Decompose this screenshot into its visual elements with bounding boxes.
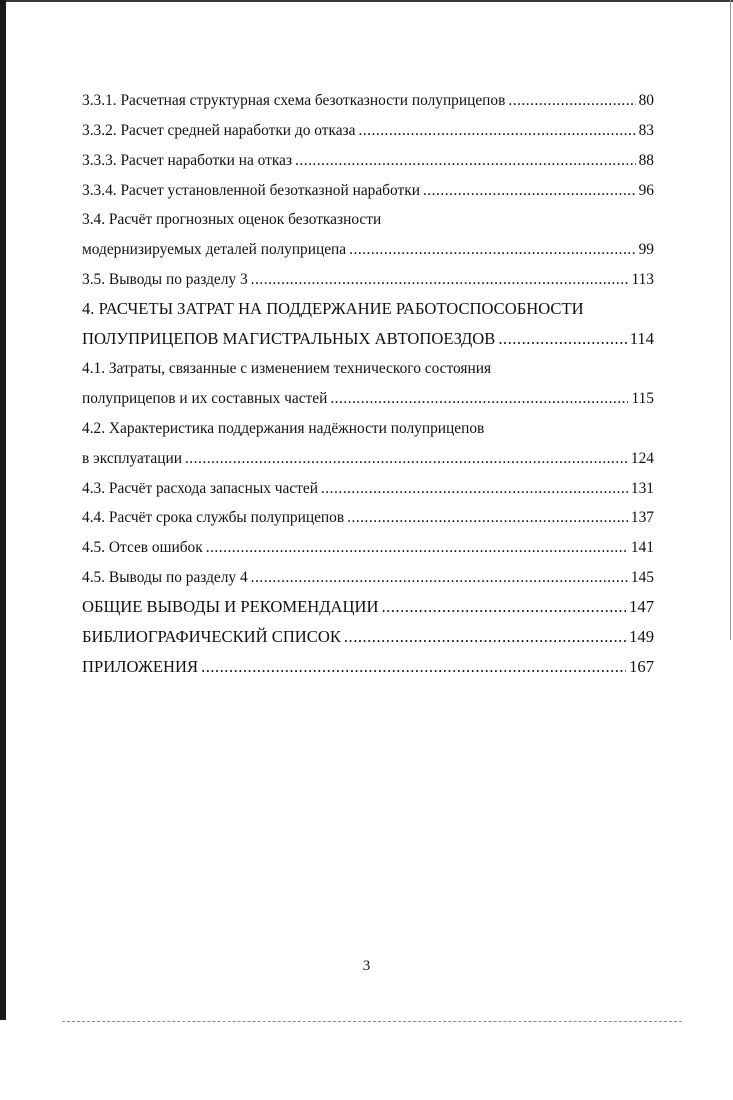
toc-entry-page: 124 bbox=[630, 449, 654, 467]
toc-entry bbox=[82, 116, 654, 146]
toc-entry bbox=[82, 414, 654, 444]
toc-entry bbox=[82, 593, 654, 623]
toc-dot-leader bbox=[381, 599, 626, 616]
toc-entry bbox=[82, 652, 654, 682]
page-number: 3 bbox=[362, 958, 371, 974]
toc-entry-title: 4.4. Расчёт срока службы полуприцепов bbox=[82, 509, 345, 527]
toc-entry-page: 80 bbox=[638, 92, 654, 110]
toc-entry bbox=[82, 324, 654, 354]
toc-entry-page: 149 bbox=[629, 626, 654, 646]
toc-entry bbox=[82, 86, 654, 116]
toc-entry-title: 4.1. Затраты, связанные с изменением технического состояния bbox=[82, 360, 492, 378]
toc-entry bbox=[82, 265, 654, 295]
toc-entry-title: БИБЛИОГРАФИЧЕСКИЙ СПИСОК bbox=[82, 626, 341, 646]
toc-dot-leader bbox=[251, 570, 628, 585]
toc-entry-title: модернизируемых деталей полуприцепа bbox=[82, 241, 347, 259]
toc-dot-leader bbox=[185, 451, 628, 466]
toc-entry-page: 137 bbox=[630, 509, 654, 527]
toc-entry-page: 88 bbox=[638, 151, 654, 169]
toc-entry-title: ОБЩИЕ ВЫВОДЫ И РЕКОМЕНДАЦИИ bbox=[82, 597, 379, 617]
toc-entry-title: 3.3.2. Расчет средней наработки до отказа bbox=[82, 121, 356, 139]
toc-entry-title: 4.5. Выводы по разделу 4 bbox=[82, 568, 248, 586]
toc-entry-page: 99 bbox=[638, 241, 654, 259]
toc-entry-title: 3.4. Расчёт прогнозных оценок безотказности bbox=[82, 211, 382, 229]
toc-dot-leader bbox=[321, 481, 628, 496]
toc-entry bbox=[82, 622, 654, 652]
toc-entry bbox=[82, 503, 654, 533]
scan-left-edge bbox=[0, 0, 6, 1020]
toc-entry bbox=[82, 295, 654, 325]
toc-dot-leader bbox=[358, 123, 635, 138]
toc-entry-title: в эксплуатации bbox=[82, 449, 182, 467]
toc-entry-title: 4.2. Характеристика поддержания надёжности полуприцепов bbox=[82, 419, 485, 437]
toc-entry-title: 3.5. Выводы по разделу 3 bbox=[82, 270, 248, 288]
toc-entry-title: 4.5. Отсев ошибок bbox=[82, 539, 203, 557]
toc-dot-leader bbox=[295, 153, 636, 168]
toc-entry bbox=[82, 205, 654, 235]
toc-entry bbox=[82, 384, 654, 414]
scan-top-edge bbox=[0, 0, 733, 2]
toc-entry-page: 115 bbox=[631, 390, 654, 408]
toc-entry-title: ПРИЛОЖЕНИЯ bbox=[82, 656, 199, 676]
toc-entry-page: 83 bbox=[638, 121, 654, 139]
toc-dot-leader bbox=[349, 242, 635, 257]
toc-entry-page: 147 bbox=[629, 597, 654, 617]
toc-entry bbox=[82, 473, 654, 503]
toc-dot-leader bbox=[498, 331, 626, 348]
toc-entry-page: 167 bbox=[629, 656, 654, 676]
scan-right-edge bbox=[730, 0, 731, 640]
toc-entry-title: 4. РАСЧЕТЫ ЗАТРАТ НА ПОДДЕРЖАНИЕ РАБОТОСПОСОБНОСТИ bbox=[82, 299, 584, 319]
toc-dot-leader bbox=[423, 183, 636, 198]
toc-entry-page: 145 bbox=[630, 568, 654, 586]
toc-dot-leader bbox=[344, 629, 626, 646]
toc-entry-page: 131 bbox=[630, 479, 654, 497]
toc-entry bbox=[82, 235, 654, 265]
toc-entry-page: 96 bbox=[638, 181, 654, 199]
toc-dot-leader bbox=[251, 272, 629, 287]
toc-dot-leader bbox=[206, 540, 628, 555]
toc-entry-page: 113 bbox=[631, 270, 654, 288]
toc-dot-leader bbox=[330, 391, 628, 406]
table-of-contents bbox=[82, 86, 654, 682]
toc-entry bbox=[82, 444, 654, 474]
toc-entry-title: 3.3.4. Расчет установленной безотказной наработки bbox=[82, 181, 420, 199]
toc-entry bbox=[82, 146, 654, 176]
toc-entry bbox=[82, 533, 654, 563]
toc-entry-title: 3.3.3. Расчет наработки на отказ bbox=[82, 151, 293, 169]
toc-entry bbox=[82, 175, 654, 205]
toc-entry-title: 3.3.1. Расчетная структурная схема безотказности полуприцепов bbox=[82, 92, 506, 110]
scan-bottom-edge bbox=[62, 1021, 682, 1023]
toc-entry-page: 114 bbox=[629, 328, 654, 348]
toc-entry bbox=[82, 563, 654, 593]
toc-entry-title: 4.3. Расчёт расхода запасных частей bbox=[82, 479, 318, 497]
toc-dot-leader bbox=[201, 659, 626, 676]
toc-entry-title: ПОЛУПРИЦЕПОВ МАГИСТРАЛЬНЫХ АВТОПОЕЗДОВ bbox=[82, 328, 496, 348]
toc-entry bbox=[82, 354, 654, 384]
toc-dot-leader bbox=[508, 93, 635, 108]
toc-entry-page: 141 bbox=[630, 539, 654, 557]
toc-entry-title: полуприцепов и их составных частей bbox=[82, 390, 328, 408]
toc-dot-leader bbox=[347, 510, 628, 525]
